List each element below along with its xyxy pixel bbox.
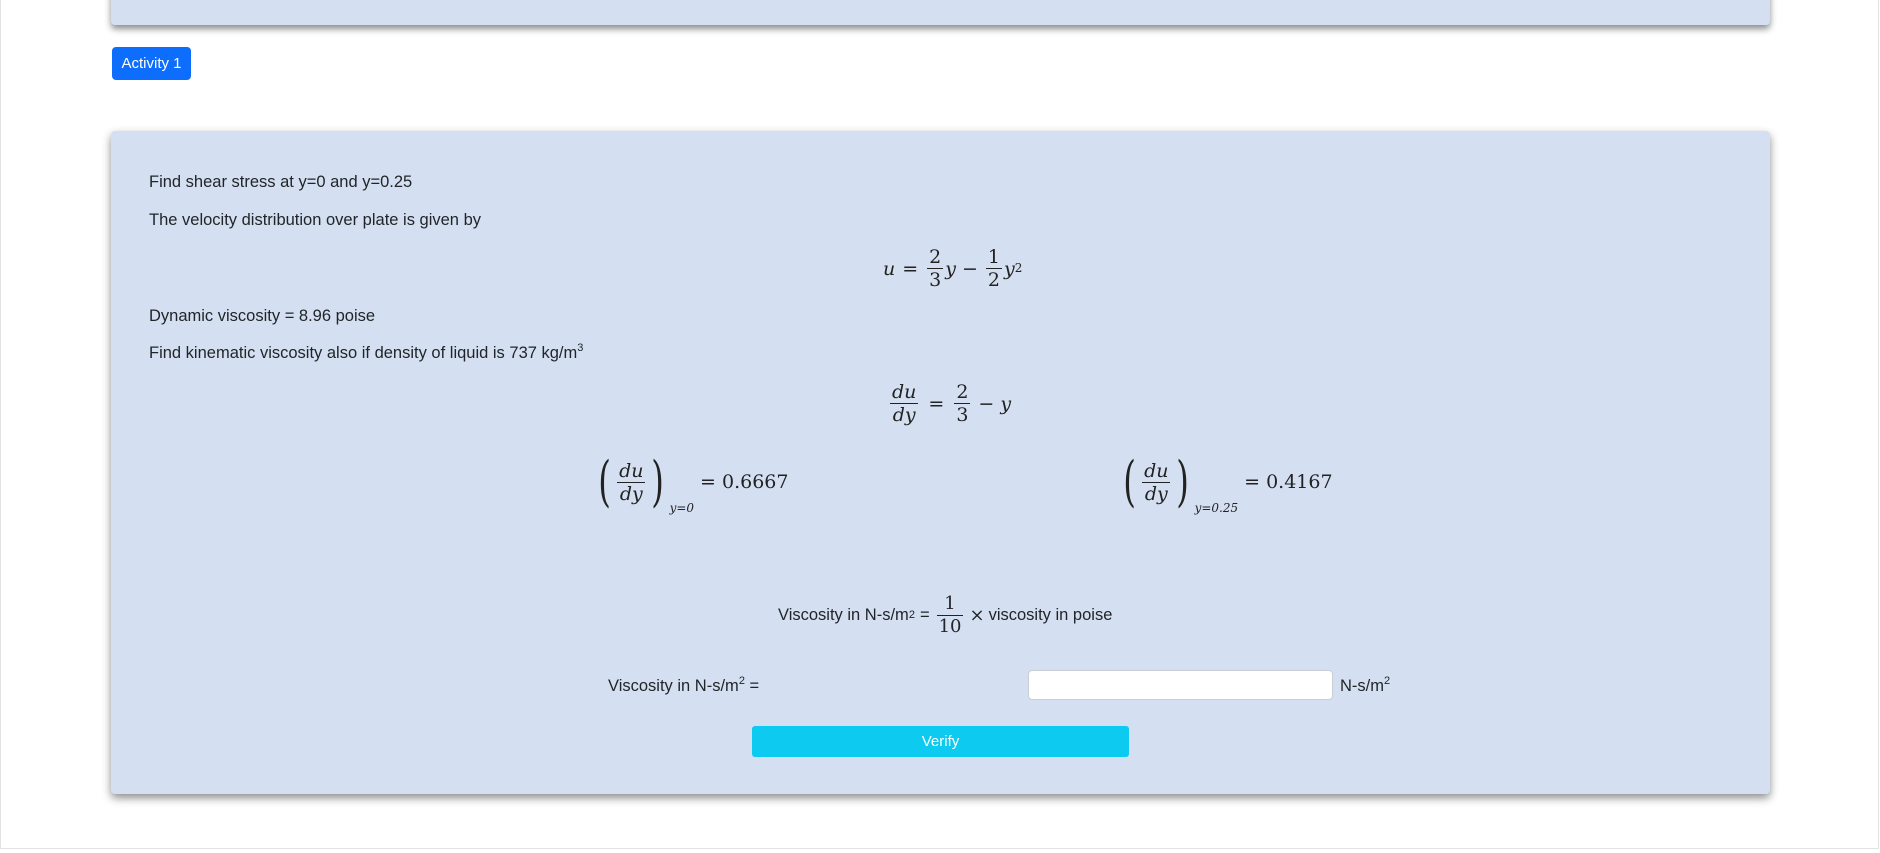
left-paren-icon: (	[598, 450, 611, 513]
derivative-at-y025	[1119, 450, 1333, 515]
answer-label-equals: =	[749, 677, 760, 695]
derivative-y0-value: = 0.6667	[700, 471, 789, 493]
problem-line-velocity-distribution: The velocity distribution over plate is given by	[149, 211, 481, 229]
derivative-lhs-den: dy	[892, 404, 916, 426]
problem-line-dynamic-viscosity: Dynamic viscosity = 8.96 poise	[149, 307, 376, 325]
conversion-equals: =	[919, 606, 930, 624]
answer-unit-exponent: 2	[1384, 674, 1391, 687]
previous-card	[111, 0, 1770, 25]
derivative-rhs-fraction	[954, 381, 970, 426]
derivative-equation	[888, 381, 1011, 426]
problem-line-kinematic-viscosity	[149, 343, 583, 363]
right-paren-icon: )	[651, 450, 665, 513]
activity-card	[111, 131, 1770, 794]
verify-button[interactable]: Verify	[752, 726, 1129, 757]
answer-label-exponent: 2	[738, 674, 745, 687]
kinematic-viscosity-text: Find kinematic viscosity also if density of liquid is 737 kg/m	[149, 344, 578, 362]
derivative-y0-fraction	[617, 460, 645, 505]
derivative-rhs-num: 2	[956, 381, 969, 403]
derivative-y0-num: du	[619, 459, 644, 482]
velocity-fraction-1	[927, 246, 943, 291]
conversion-fraction-num: 1	[937, 593, 964, 616]
derivative-y0-den: dy	[619, 482, 643, 505]
velocity-fraction-1-num: 2	[929, 246, 942, 268]
velocity-minus: −	[962, 257, 978, 280]
derivative-y0-subscript: y=0	[669, 501, 695, 515]
right-paren-icon: )	[1176, 450, 1190, 513]
conversion-fraction-den: 10	[938, 616, 962, 637]
velocity-fraction-2-den: 2	[987, 269, 1001, 291]
derivative-equals: =	[928, 392, 945, 415]
answer-unit-text: N-s/m	[1340, 677, 1384, 695]
conversion-fraction	[937, 593, 964, 638]
derivative-y025-den: dy	[1144, 482, 1168, 505]
derivative-y025-subscript: y=0.25	[1194, 501, 1239, 515]
conversion-lhs: Viscosity in N-s/m	[778, 606, 909, 624]
derivative-lhs-num: du	[892, 381, 917, 403]
problem-line-shear-stress: Find shear stress at y=0 and y=0.25	[149, 173, 413, 191]
derivative-y025-num: du	[1144, 459, 1169, 482]
derivative-rest: − y	[978, 392, 1012, 415]
derivative-y025-value: = 0.4167	[1244, 471, 1333, 493]
answer-label	[608, 676, 759, 696]
derivative-y025-fraction	[1142, 460, 1170, 505]
conversion-rhs: viscosity in poise	[988, 606, 1113, 624]
viscosity-answer-input[interactable]	[1028, 670, 1333, 700]
conversion-formula: Viscosity in N-s/m $^2$ = $\frac{1}{10}$ × viscosity in poise	[778, 593, 1113, 637]
velocity-term-1-var: y	[945, 257, 956, 280]
velocity-fraction-2	[986, 246, 1002, 291]
left-paren-icon: (	[1123, 450, 1136, 513]
cube-exponent: 3	[577, 341, 584, 354]
answer-unit	[1340, 676, 1390, 696]
velocity-fraction-1-den: 3	[929, 269, 942, 291]
derivative-lhs-fraction	[890, 381, 918, 426]
answer-label-text: Viscosity in N-s/m	[608, 677, 739, 695]
velocity-term-2-var: y	[1004, 257, 1015, 280]
velocity-equals: =	[902, 257, 919, 280]
velocity-lhs: u	[883, 257, 896, 280]
derivative-rhs-den: 3	[956, 404, 969, 426]
velocity-fraction-2-num: 1	[987, 246, 1001, 268]
velocity-equation: u = $\frac{2}{3}$ y − $\frac{1}{2}$ y $^2$	[883, 246, 1023, 291]
times-icon: ×	[969, 605, 985, 626]
activity-1-button[interactable]: Activity 1	[112, 47, 191, 80]
derivative-at-y0	[594, 450, 789, 515]
